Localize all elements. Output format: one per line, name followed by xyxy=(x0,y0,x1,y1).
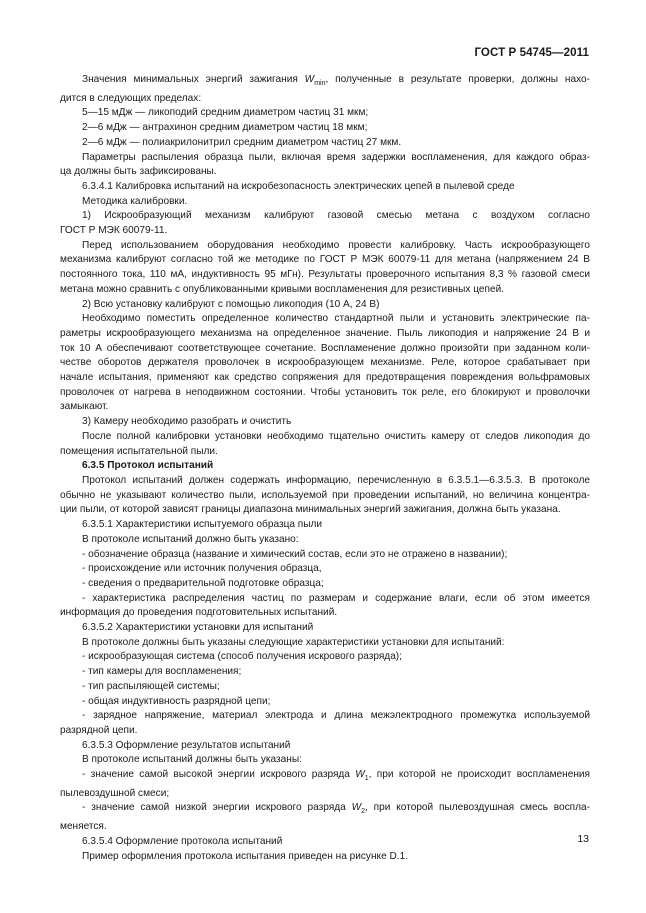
page-number: 13 xyxy=(577,833,589,845)
text-line: раметры искрообразующего механизма на определенное значение. Пыль ликоподия и напряжение 24 В и xyxy=(60,327,590,339)
text-line: информация до проведения подготовительных испытаний. xyxy=(60,607,338,619)
text-span: - значение самой низкой энергии искрового разряда xyxy=(82,802,352,814)
list-item: - зарядное напряжение, материал электрода и длина межэлектродного промежутка используемой xyxy=(82,710,590,722)
text-line: Пример оформления протокола испытания приведен на рисунке D.1. xyxy=(82,850,408,862)
text-line: В протоколе испытаний должно быть указано: xyxy=(82,533,299,545)
standard-header: ГОСТ Р 54745—2011 xyxy=(474,47,589,59)
text-line: Параметры распыления образца пыли, включая время задержки воспламенения, для каждого образ- xyxy=(82,151,590,163)
text-line: честве оборотов держателя проволочек в искрообразующем механизме. Реле, которое срабатывает при xyxy=(60,357,590,369)
text-line: После полной калибровки установки необходимо тщательно очистить камеру от следов ликоподия до xyxy=(82,430,590,442)
list-item: - тип распыляющей системы; xyxy=(82,680,220,692)
text-line: 1) Искрообразующий механизм калибруют газовой смесью метана с воздухом согласно xyxy=(82,210,590,222)
text-line: меняется. xyxy=(60,821,107,833)
text-line: 3) Камеру необходимо разобрать и очистить xyxy=(82,416,292,428)
text-line: Перед использованием оборудования необходимо провести калибровку. Часть искрообразующего xyxy=(82,239,590,251)
subsection-heading: 6.3.5.4 Оформление протокола испытаний xyxy=(82,835,283,847)
text-line: помещения испытательной пыли. xyxy=(60,445,218,457)
text-span: , при которой пылевоздушная смесь воспла- xyxy=(365,802,590,814)
subsection-heading: 6.3.5.2 Характеристики установки для испытаний xyxy=(82,622,314,634)
subsection-heading: 6.3.5.3 Оформление результатов испытаний xyxy=(82,739,291,751)
symbol-w: W xyxy=(355,769,365,781)
body-text xyxy=(60,73,590,864)
text-line: ток 10 А обеспечивают соответствующее сочетание. Воспламенение должно произойти при заданном коли- xyxy=(60,342,590,354)
subsection-heading: 6.3.5.1 Характеристики испытуемого образца пыли xyxy=(82,519,323,531)
list-item: - сведения о предварительной подготовке образца; xyxy=(82,577,324,589)
text-span: - значение самой высокой энергии искрового разряда xyxy=(82,769,356,781)
text-span: , полученные в результате проверки, должны нахо- xyxy=(325,74,590,85)
text-line: 2) Всю установку калибруют с помощью ликоподия (10 А, 24 В) xyxy=(82,298,380,310)
list-item: - искрообразующая система (способ получения искрового разряда); xyxy=(82,651,402,663)
subscript-2: 2 xyxy=(361,808,366,816)
list-item xyxy=(60,768,590,787)
text-line: постоянного тока, 110 мА, индуктивность 95 мГн). Результаты проверочного испытания 8,3 % газовой смеси xyxy=(60,269,590,281)
text-line: Методика калибровки. xyxy=(82,195,188,207)
text-span: , при которой не происходит воспламенения xyxy=(368,769,590,781)
list-item: - общая индуктивность разрядной цепи; xyxy=(82,695,271,707)
text-line: начале испытания, применяют как средство сопряжения для предотвращения повреждения вольфрамовых xyxy=(60,372,590,384)
subscript-1: 1 xyxy=(364,775,369,783)
list-item: - происхождение или источник получения образца, xyxy=(82,563,322,575)
subsection-heading: 6.3.4.1 Калибровка испытаний на искробезопасность электрических цепей в пылевой среде xyxy=(82,180,515,192)
symbol-w: W xyxy=(351,802,362,814)
list-item: 2—6 мДж — антрахинон средним диаметром частиц 18 мкм; xyxy=(82,122,368,134)
list-item: - тип камеры для воспламенения; xyxy=(82,666,242,678)
list-item xyxy=(60,801,590,820)
text-line: метана можно сравнить с опубликованными кривыми воспламенения для резистивных цепей. xyxy=(60,283,505,295)
list-item: - обозначение образца (название и химический состав, если это не отражено в названии); xyxy=(82,548,508,560)
text-line: дится в следующих пределах: xyxy=(60,92,202,104)
text-line: В протоколе испытаний должны быть указаны: xyxy=(82,754,302,766)
text-line: Протокол испытаний должен содержать информацию, перечисленную в 6.3.5.1—6.3.5.3. В протоколе xyxy=(82,475,590,486)
text-line: проволочек от нагрева в неподвижном состоянии. Чтобы установить ток реле, его блокируют и проволочки xyxy=(60,386,590,398)
text-line: ции пыли, от которой зависят границы диапазона минимальных энергий зажигания, должна быть указана. xyxy=(60,504,561,516)
list-item: 2—6 мДж — полиакрилонитрил средним диаметром частиц 27 мкм. xyxy=(82,136,402,148)
text-line: пылевоздушной смеси; xyxy=(60,787,170,799)
text-span: Значения минимальных энергий зажигания xyxy=(82,74,305,85)
symbol-w: W xyxy=(304,74,315,85)
paragraph-energy-values xyxy=(60,73,590,92)
section-heading: 6.3.5 Протокол испытаний xyxy=(82,460,214,472)
text-line: обычно не указывают количество пыли, используемой при проведении испытаний, но величина концентра- xyxy=(60,489,590,501)
text-line: разрядной цепи. xyxy=(60,724,138,736)
text-line: В протоколе должны быть указаны следующие характеристики установки для испытаний: xyxy=(82,636,505,648)
text-line: механизма калибруют согласно той же методике по ГОСТ Р МЭК 60079-11 для метана (напряжением 24 В xyxy=(60,254,590,266)
text-line: ца должны быть зафиксированы. xyxy=(60,166,217,178)
text-line: Необходимо поместить определенное количество стандартной пыли и установить электрические па- xyxy=(82,313,590,325)
list-item: - характеристика распределения частиц по размерам и содержание влаги, если об этом имеется xyxy=(82,592,590,604)
text-line: ГОСТ Р МЭК 60079-11. xyxy=(60,225,168,237)
text-line: замыкают. xyxy=(60,401,109,413)
list-item: 5—15 мДж — ликоподий средним диаметром частиц 31 мкм; xyxy=(82,107,369,119)
subscript-min: min xyxy=(314,80,326,88)
